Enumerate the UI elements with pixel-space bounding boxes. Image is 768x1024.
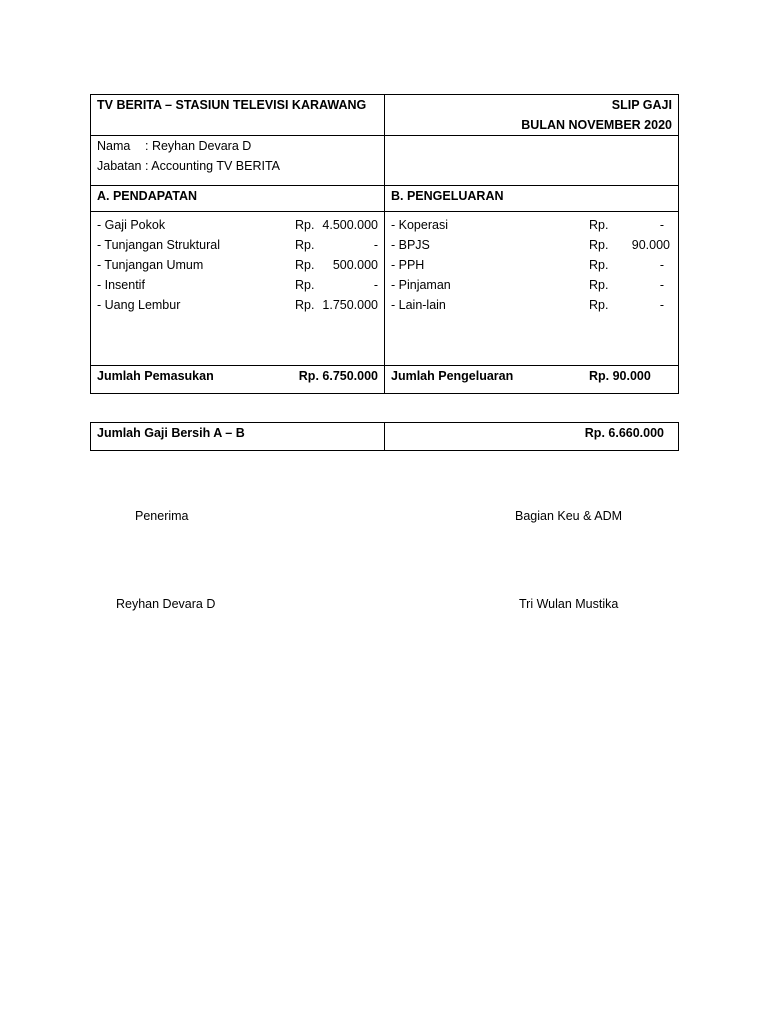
expense-item-label: - BPJS (391, 238, 430, 252)
income-item (97, 255, 378, 275)
expense-item-currency: Rp. (589, 218, 609, 232)
expense-item-currency: Rp. (589, 238, 609, 252)
expense-item (391, 235, 672, 255)
recipient-title: Penerima (135, 509, 189, 523)
expense-total-cell (385, 366, 679, 394)
expense-total-row (391, 366, 672, 386)
income-heading-cell (91, 186, 385, 212)
net-label-cell (91, 423, 385, 451)
expense-item (391, 295, 672, 315)
employee-name-label: Nama (97, 139, 131, 153)
expense-total-value: Rp. 90.000 (589, 369, 651, 383)
income-item-label: - Uang Lembur (97, 298, 181, 312)
income-item-currency: Rp. (295, 278, 315, 292)
net-label: Jumlah Gaji Bersih A – B (97, 426, 245, 440)
expense-item-currency: Rp. (589, 258, 609, 272)
expense-item-label: - Pinjaman (391, 278, 451, 292)
slip-period: BULAN NOVEMBER 2020 (521, 118, 672, 132)
expense-item-amount: - (659, 258, 664, 272)
expense-items-cell (385, 212, 679, 366)
income-total-cell (91, 366, 385, 394)
income-total-label: Jumlah Pemasukan (97, 369, 214, 383)
employee-name-value: : Reyhan Devara D (145, 139, 252, 153)
income-item-amount: 4.500.000 (322, 218, 378, 232)
income-item-currency: Rp. (295, 298, 315, 312)
expense-item-currency: Rp. (589, 298, 609, 312)
expense-item-amount: - (659, 298, 664, 312)
admin-title: Bagian Keu & ADM (515, 509, 623, 523)
expense-item-amount: - (659, 278, 664, 292)
income-item-currency: Rp. (295, 238, 315, 252)
expense-item-label: - Lain-lain (391, 298, 446, 312)
income-total-value: Rp. 6.750.000 (298, 369, 378, 383)
expense-total-label: Jumlah Pengeluaran (391, 369, 514, 383)
income-heading: A. PENDAPATAN (97, 189, 197, 203)
employee-position-label: Jabatan (97, 159, 142, 173)
salary-slip-table (90, 94, 679, 394)
expense-item-label: - Koperasi (391, 218, 448, 232)
income-item-label: - Insentif (97, 278, 145, 292)
income-item-label: - Gaji Pokok (97, 218, 166, 232)
income-items-cell (91, 212, 385, 366)
income-total-row (97, 366, 378, 386)
income-item-label: - Tunjangan Struktural (97, 238, 220, 252)
net-salary-table (90, 422, 679, 451)
expense-item-label: - PPH (391, 258, 425, 272)
income-item (97, 235, 378, 255)
recipient-name: Reyhan Devara D (116, 597, 216, 611)
income-item-label: - Tunjangan Umum (97, 258, 204, 272)
slip-title-cell (385, 95, 679, 136)
expense-item-currency: Rp. (589, 278, 609, 292)
income-item (97, 275, 378, 295)
employee-position-row (97, 156, 378, 176)
empty-cell (385, 136, 679, 186)
expense-item-amount: 90.000 (631, 238, 670, 252)
expense-item (391, 215, 672, 235)
income-item (97, 295, 378, 315)
expense-item-amount: - (659, 218, 664, 232)
income-item-amount: 1.750.000 (322, 298, 378, 312)
admin-name: Tri Wulan Mustika (519, 597, 619, 611)
expense-item (391, 275, 672, 295)
employee-name-row (97, 136, 378, 156)
income-item-amount: - (373, 278, 378, 292)
income-item-currency: Rp. (295, 258, 315, 272)
net-value: Rp. 6.660.000 (584, 426, 664, 440)
net-value-cell (385, 423, 679, 451)
income-item (97, 215, 378, 235)
income-item-amount: 500.000 (332, 258, 378, 272)
employee-cell (91, 136, 385, 186)
expense-heading: B. PENGELUARAN (391, 189, 504, 203)
employee-position-value: : Accounting TV BERITA (145, 159, 281, 173)
expense-heading-cell (385, 186, 679, 212)
income-item-currency: Rp. (295, 218, 315, 232)
company-name: TV BERITA – STASIUN TELEVISI KARAWANG (97, 98, 367, 112)
company-cell (91, 95, 385, 136)
income-item-amount: - (373, 238, 378, 252)
expense-item (391, 255, 672, 275)
slip-title: SLIP GAJI (611, 98, 672, 112)
